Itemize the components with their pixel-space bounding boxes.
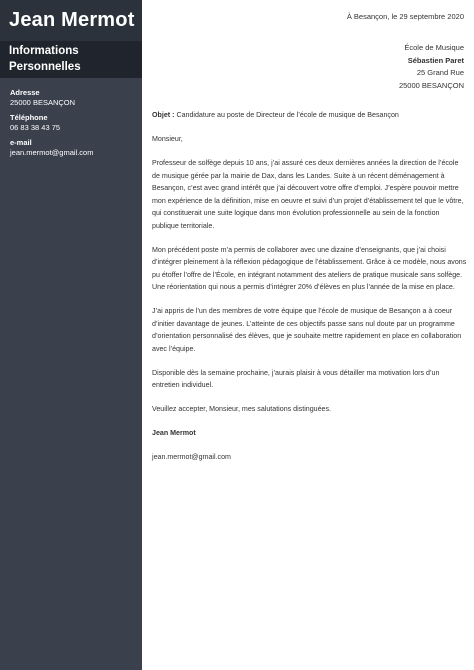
subject-line (152, 109, 468, 122)
email-label: e-mail (10, 138, 32, 147)
phone-value: 06 83 38 43 75 (10, 123, 61, 132)
closing: Veuillez accepter, Monsieur, mes salutations distinguées. (152, 405, 332, 413)
letter-content (152, 109, 468, 475)
paragraph-4: Disponible dès la semaine prochaine, j’aurais plaisir à vous détailler ma motivation lors d’un entretien individuel. (152, 368, 440, 389)
subject-label: Objet : (152, 111, 175, 119)
letter-body (142, 0, 474, 670)
phone-label: Téléphone (10, 113, 48, 122)
address-value: 25000 BESANÇON (10, 98, 76, 107)
personal-info-heading-line2: Personnelles (9, 61, 81, 73)
applicant-name: Jean Mermot (0, 0, 142, 41)
recipient-person: Sébastien Paret (407, 55, 464, 65)
sidebar (0, 0, 142, 670)
personal-info-list (0, 78, 142, 158)
recipient-street: 25 Grand Rue (416, 68, 464, 77)
subject-text: Candidature au poste de Directeur de l’école de musique de Besançon (174, 111, 399, 119)
paragraph-2: Mon précédent poste m’a permis de collaborer avec une dizaine d’enseignants, que j’ai choisi d’intégrer pleinement à la réflexion pédagogique de l’établissement. Grâce à ce modèle, nous avons pu étoffer l’offre de l’École, en intégrant notamment des ateliers de pratique musicale sans solfège. Une réorientation qui nous a permis d’intégrer 20% d’élèves en plus l’année de la mise en place. (152, 245, 467, 291)
letter-date: À Besançon, le 29 septembre 2020 (346, 12, 464, 21)
paragraph-1: Professeur de solfège depuis 10 ans, j’ai assuré ces deux dernières années la direction de l’école de musique gérée par la mairie de Dax, dans les Landes. Suite à un récent déménagement à Besançon, c’est avec grand intérêt que j’ai découvert votre offre d’emploi. J’espère pouvoir mettre mon expérience de la définition, mise en oeuvre et suivi d’un projet d’établissement tel que le vôtre, qui constituerait une suite logique dans mon évolution professionnelle au sein de la fonction publique territoriale. (152, 159, 464, 230)
paragraph-3: J’ai appris de l’un des membres de votre équipe que l’école de musique de Besançon a à coeur d’initier davantage de jeunes. L’atteinte de ces objectifs passe sans nul doute par un programme d’orientation personnalisé des élèves, que je souhaite mettre rapidement en place en collaboration avec l’équipe. (152, 307, 462, 353)
email-value[interactable]: jean.mermot@gmail.com (10, 148, 94, 157)
recipient-city: 25000 BESANÇON (398, 80, 464, 90)
recipient-block (399, 42, 464, 92)
recipient-org: École de Musique (404, 43, 464, 52)
signature-name: Jean Mermot (152, 429, 196, 437)
personal-info-heading (0, 41, 142, 78)
greeting: Monsieur, (152, 135, 183, 143)
signature-email[interactable]: jean.mermot@gmail.com (152, 453, 231, 461)
address-label: Adresse (10, 88, 40, 97)
personal-info-heading-line1: Informations (9, 45, 79, 57)
